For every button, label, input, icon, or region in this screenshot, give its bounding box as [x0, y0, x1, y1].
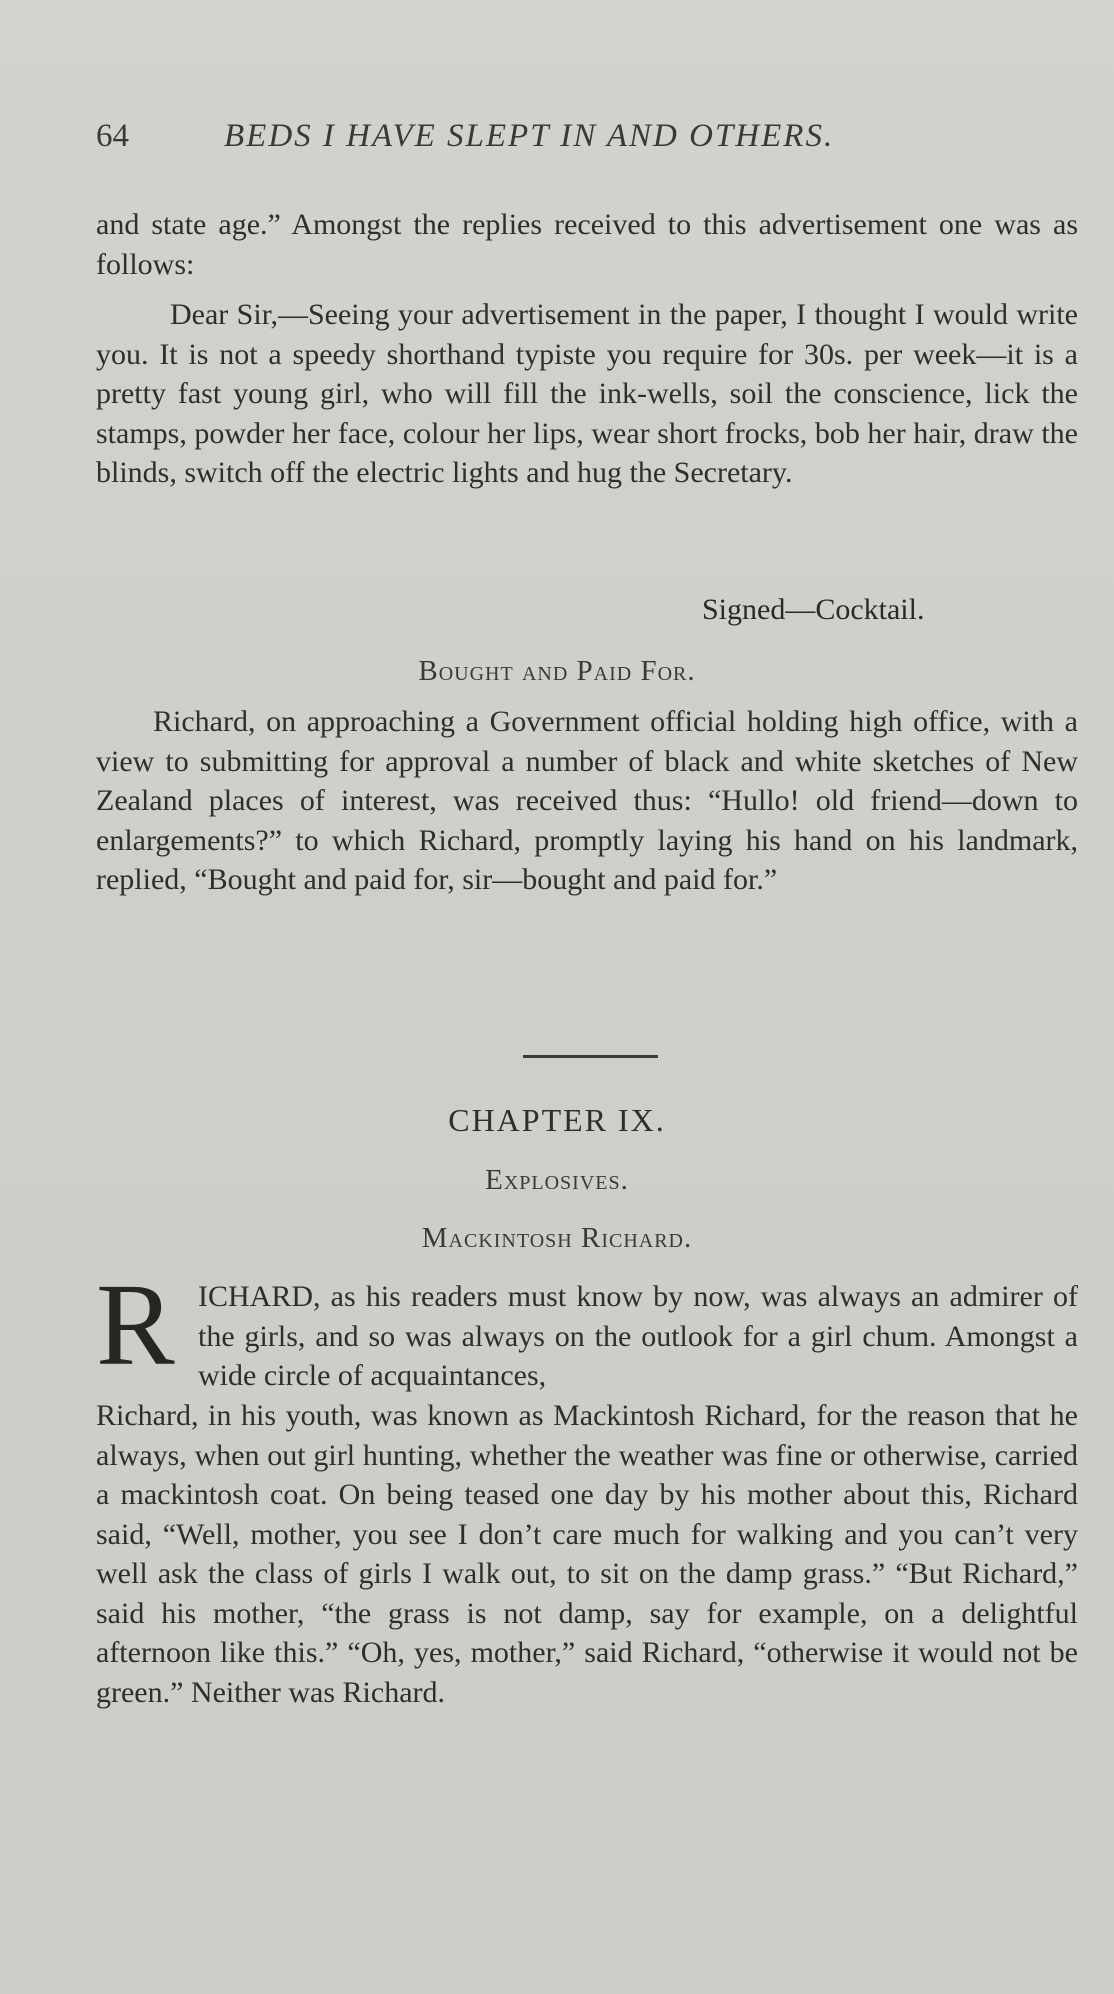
paragraph-chapter-opening: ICHARD, as his readers must know by now, was always an admirer of the girls, and so was always on the outlook for a girl chum. Amongst a wide circle of acquaintances, — [198, 1280, 1078, 1392]
section-divider — [523, 1055, 658, 1058]
chapter-subtitle: Explosives. — [485, 1164, 629, 1196]
drop-cap: R — [96, 1259, 175, 1390]
chapter-section-heading: Mackintosh Richard. — [421, 1222, 693, 1254]
page-header — [96, 118, 1016, 168]
paragraph-letter: Dear Sir,—Seeing your advertisement in the paper, I thought I would write you. It is not a speedy shorthand typiste you require for 30s. per week—it is a pretty fast young girl, who will fill the ink-wells, soil the conscience, lick the stamps, powder her face, colour her lips, wear short frocks, bob her hair, draw the blinds, switch off the electric lights and hug the Secretary. — [96, 298, 1078, 489]
page-number: 64 — [96, 118, 129, 154]
section-heading: Bought and Paid For. — [418, 655, 696, 687]
paragraph-chapter-continuation: Richard, in his youth, was known as Mackintosh Richard, for the reason that he always, when out girl hunting, whether the weather was fine or otherwise, carried a mackintosh coat. On being teased one day by his mother about this, Richard said, “Well, mother, you see I don’t care much for walking and you can’t very well ask the class of girls I walk out, to sit on the damp grass.” “But Richard,” said his mother, “the grass is not damp, say for example, on a delightful afternoon like this.” “Oh, yes, mother,” said Richard, “otherwise it would not be green.” Neither was Richard. — [96, 1399, 1078, 1709]
paragraph-bought-and-paid: Richard, on approaching a Government official holding high office, with a view to submitting for approval a number of black and white sketches of New Zealand places of interest, was received thus: “Hullo! old friend—down to enlargements?” to which Richard, promptly laying his hand on his landmark, replied, “Bought and paid for, sir—bought and paid for.” — [96, 705, 1078, 896]
paragraph-advertisement-intro: and state age.” Amongst the replies received to this advertisement one was as follows: — [96, 208, 1078, 281]
letter-signature: Signed—Cocktail. — [702, 593, 925, 626]
running-head: BEDS I HAVE SLEPT IN AND OTHERS. — [224, 118, 835, 154]
chapter-title: CHAPTER IX. — [448, 1102, 666, 1138]
